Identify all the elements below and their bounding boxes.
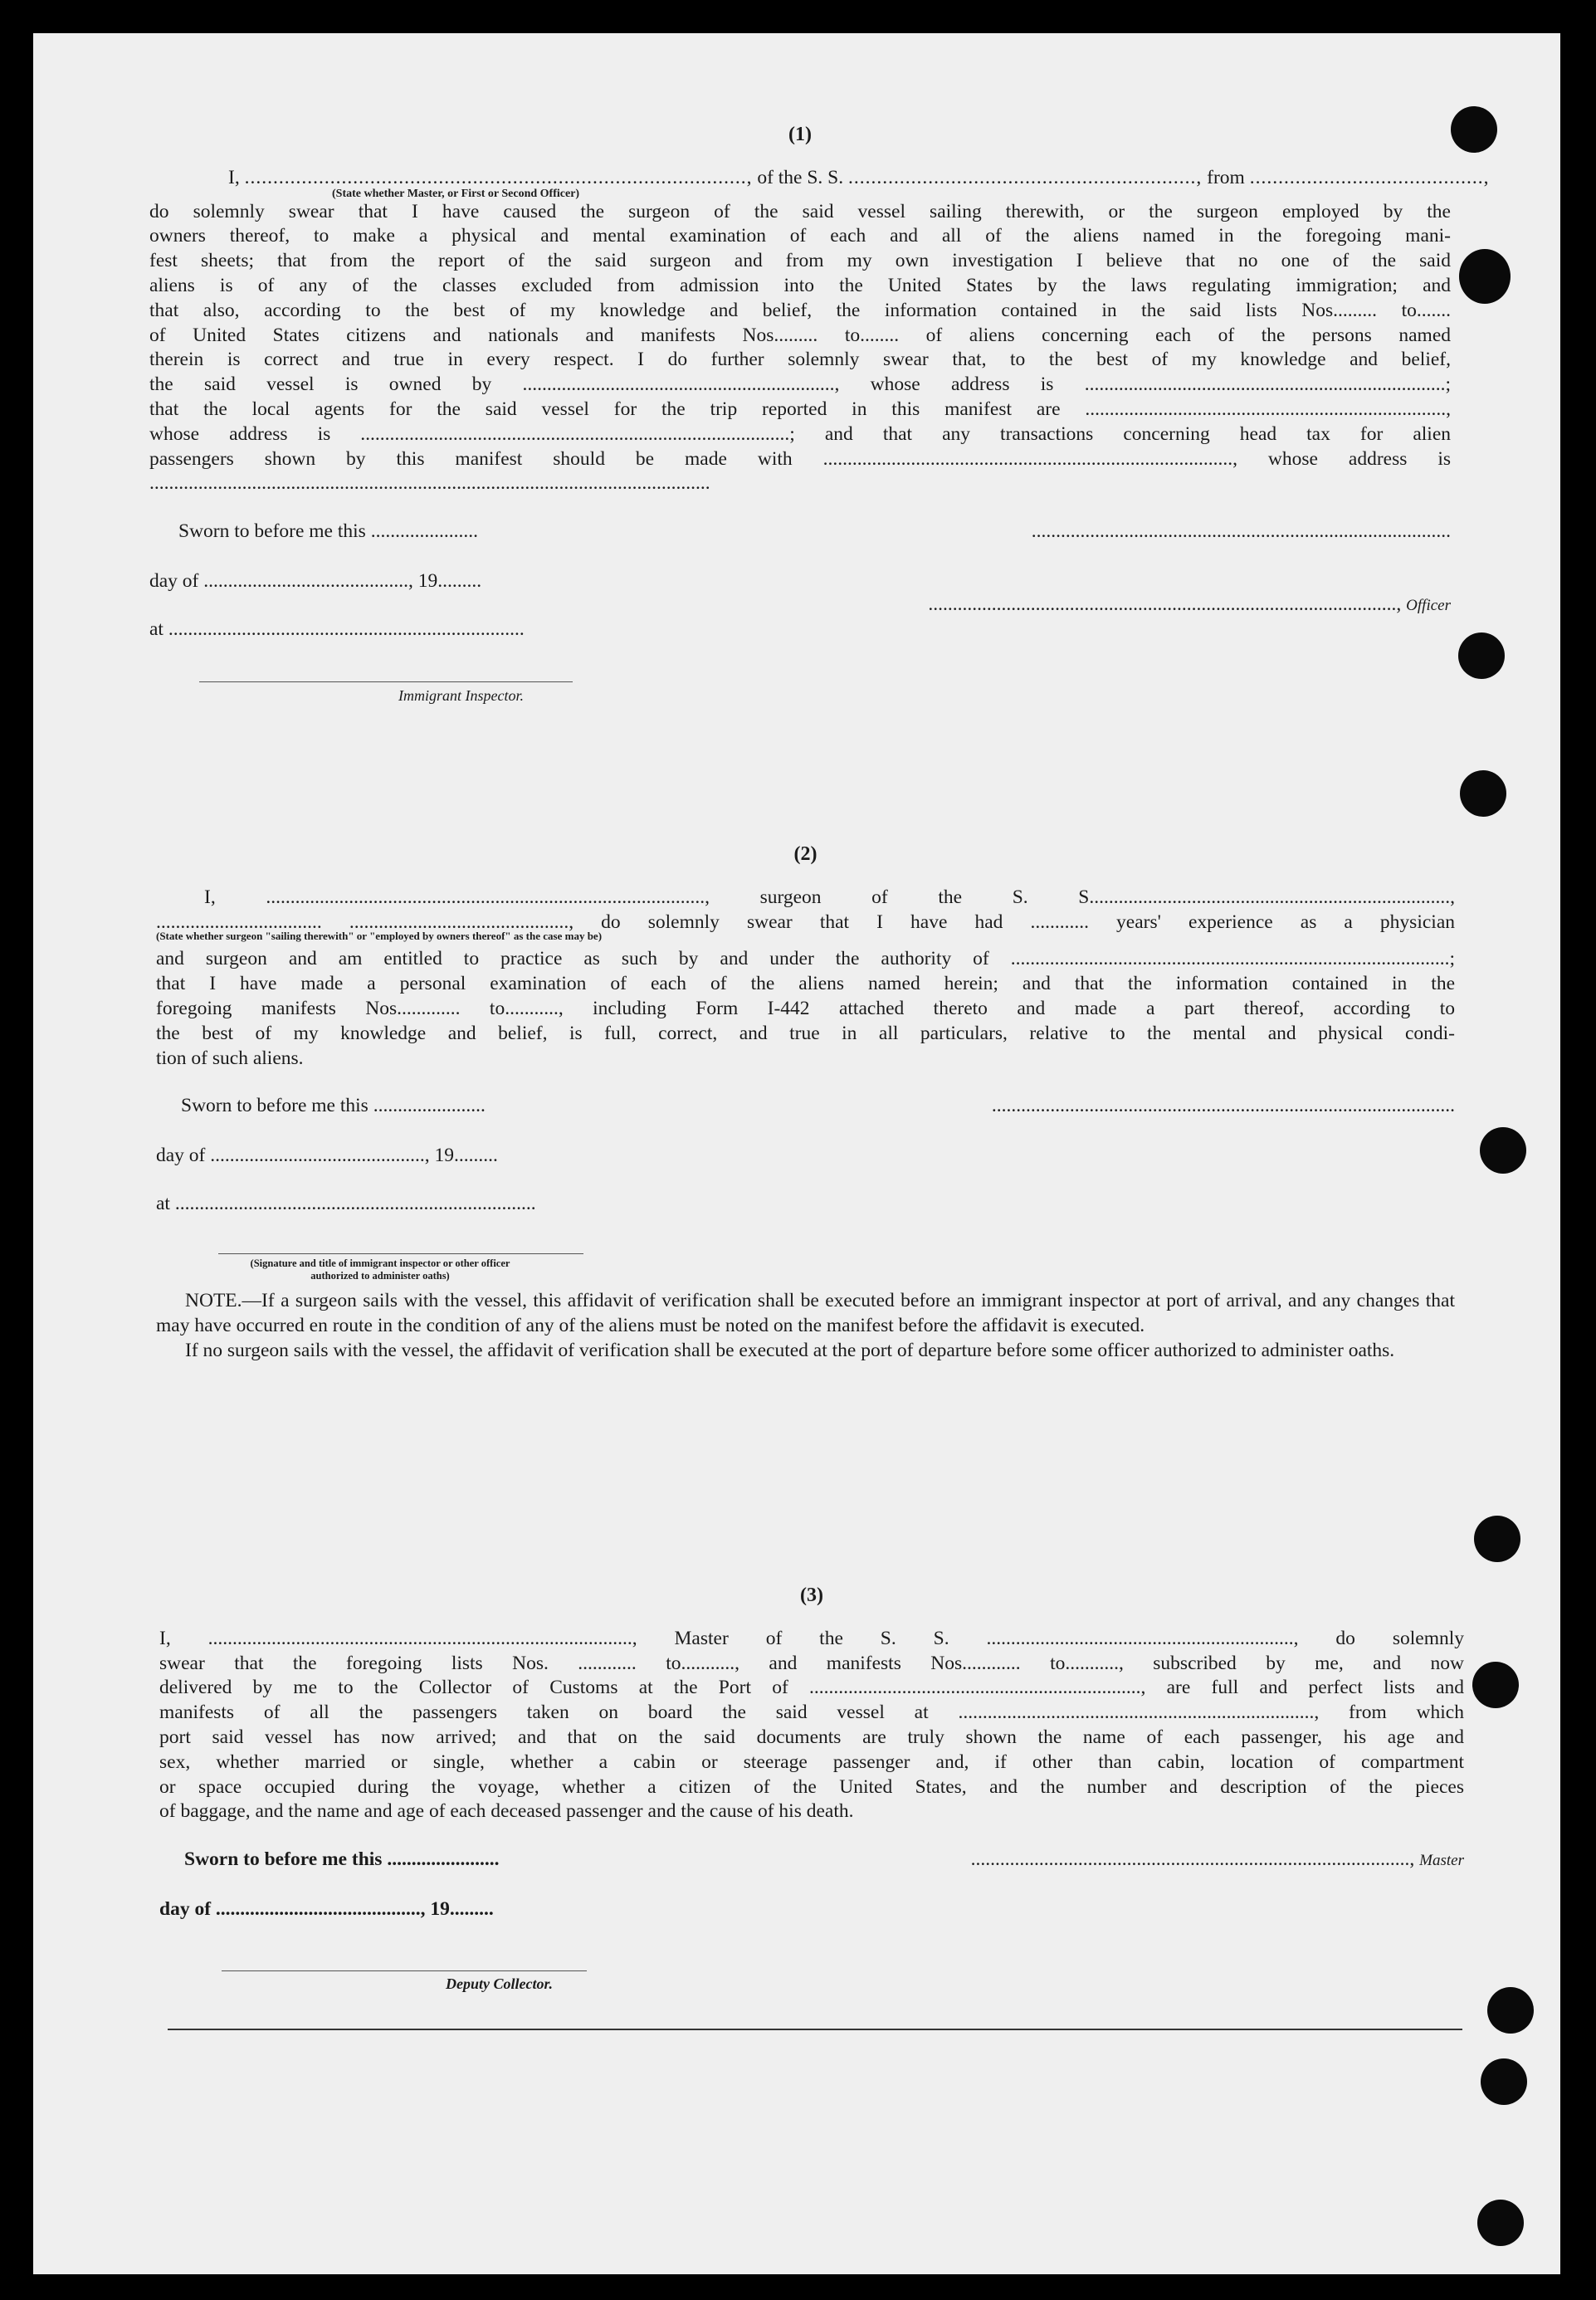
- body-line: foregoing manifests Nos............. to..........., including Form I-442 attached thereto and made a part thereof, according to: [156, 997, 1455, 1019]
- collector-label: Deputy Collector.: [446, 1975, 553, 1993]
- officer-signature-line: ................................................................................................, Officer: [928, 593, 1451, 616]
- body-line: of baggage, and the name and age of each deceased passenger and the cause of his death.: [159, 1800, 854, 1823]
- section-number: (2): [793, 843, 818, 865]
- sworn-line: Sworn to before me this .......................: [184, 1848, 500, 1871]
- oath-body: [159, 1627, 1464, 1824]
- field-caption: (State whether surgeon "sailing therewith" or "employed by owners thereof" as the case may be): [156, 930, 603, 943]
- body-line: tion of such aliens.: [156, 1047, 304, 1069]
- body-line: passengers shown by this manifest should be made with ...................................................................................., whose address is: [149, 447, 1451, 470]
- oath-body: [149, 200, 1451, 497]
- body-line: I, ......................................................................................., Master of the S. S. ..............................................................., do solemnly: [159, 1627, 1464, 1649]
- body-line: therein is correct and true in every respect. I do further solemnly swear that, to the best of my knowledge and belief,: [149, 349, 1451, 371]
- signature-block: [156, 1094, 1455, 1281]
- body-line: that I have made a personal examination of each of the aliens named herein; and that the information contained in the: [156, 973, 1455, 995]
- day-line: day of .........................................., 19.........: [159, 1898, 494, 1921]
- punch-hole: [1477, 2200, 1524, 2246]
- oath-body: [156, 947, 1455, 1071]
- inspector-signature-line: [199, 681, 573, 682]
- note-paragraph: If no surgeon sails with the vessel, the affidavit of verification shall be executed at the port of departure before some officer authorized to administer oaths.: [185, 1339, 1395, 1361]
- body-line: the best of my knowledge and belief, is full, correct, and true in all particulars, relative to the mental and physical condi-: [156, 1022, 1455, 1044]
- sworn-line: Sworn to before me this ......................: [178, 520, 478, 543]
- document-page: [33, 33, 1560, 2274]
- at-line: at ..........................................................................: [156, 1193, 536, 1215]
- master-signature-line: .........................................................................................., Master: [970, 1848, 1464, 1871]
- punch-hole: [1459, 249, 1511, 304]
- punch-hole: [1480, 1127, 1526, 1174]
- oath-first-line: I, .........................................................................................., surgeon of the S. S..........................................................................,: [204, 886, 1455, 908]
- at-line: at .........................................................................: [149, 618, 525, 641]
- body-line: port said vessel has now arrived; and that on the said documents are truly shown the name of each passenger, his age and: [159, 1726, 1464, 1748]
- day-line: day of ............................................, 19.........: [156, 1145, 498, 1167]
- punch-hole: [1472, 1662, 1519, 1708]
- body-line: aliens is of any of the classes excluded from admission into the United States by the laws regulating immigration; and: [149, 274, 1451, 296]
- oath-first-line: I, ........................................................................................, of the S. S. ............................................................., from .........................................,: [228, 166, 1490, 188]
- signature-field: ......................................................................................: [1031, 520, 1451, 543]
- body-line: or space occupied during the voyage, whether a citizen of the United States, and the number and description of the pieces: [159, 1775, 1464, 1798]
- body-line: ...................................................................................................................: [149, 472, 710, 495]
- body-line: delivered by me to the Collector of Customs at the Port of ...................................................................., are full and perfect lists and: [159, 1677, 1464, 1699]
- section-number: (3): [800, 1585, 823, 1606]
- note-paragraph: NOTE.—If a surgeon sails with the vessel, this affidavit of verification shall be executed before an immigrant inspector at port of arrival, and any changes that may have occurred en route in the condition of any of the aliens must be noted on the manifest before the affidavit is executed.: [156, 1290, 1455, 1337]
- affidavit-section-3: [159, 1584, 1464, 2005]
- inspector-label: Immigrant Inspector.: [398, 687, 524, 705]
- body-line: manifests of all the passengers taken on board the said vessel at ........................................................................., from which: [159, 1702, 1464, 1724]
- signature-block: [159, 1848, 1464, 2005]
- sworn-line: Sworn to before me this .......................: [181, 1095, 486, 1117]
- collector-signature-line: [222, 1970, 587, 1971]
- signature-field: ...............................................................................................: [991, 1095, 1455, 1117]
- punch-hole: [1487, 1987, 1534, 2034]
- bottom-rule: [168, 2029, 1462, 2030]
- punch-hole: [1451, 106, 1497, 153]
- oath-second-line: .................................. ............................................., do solemnly swear that I have had ............ years' experience as a physician: [156, 911, 1455, 933]
- section-number: (1): [788, 124, 812, 145]
- body-line: whose address is ........................................................................................; and that any transactions concerning head tax for alien: [149, 422, 1451, 445]
- punch-hole: [1460, 770, 1506, 817]
- body-line: that the local agents for the said vessel for the trip reported in this manifest are ..........................................................................,: [149, 398, 1451, 420]
- body-line: do solemnly swear that I have caused the surgeon of the said vessel sailing therewith, or the surgeon employed by the: [149, 200, 1451, 222]
- body-line: sex, whether married or single, whether a cabin or steerage passenger and, if other than cabin, location of compartment: [159, 1751, 1464, 1773]
- affidavit-section-2: [156, 842, 1455, 1364]
- punch-hole: [1474, 1516, 1520, 1562]
- body-line: the said vessel is owned by ................................................................, whose address is ..........................................................................;: [149, 374, 1451, 396]
- affidavit-section-1: [149, 123, 1490, 705]
- body-line: that also, according to the best of my knowledge and belief, the information contained in the said lists Nos......... to.......: [149, 299, 1451, 321]
- body-line: and surgeon and am entitled to practice as such by and under the authority of ..........................................................................................;: [156, 948, 1455, 970]
- body-line: fest sheets; that from the report of the said surgeon and from my own investigation I believe that no one of the said: [149, 250, 1451, 272]
- body-line: swear that the foregoing lists Nos. ............ to..........., and manifests Nos............ to..........., subscribed by me, and now: [159, 1652, 1464, 1674]
- signature-block: [149, 520, 1451, 705]
- day-line: day of .........................................., 19.........: [149, 570, 482, 593]
- body-line: owners thereof, to make a physical and mental examination of each and all of the aliens named in the foregoing mani-: [149, 225, 1451, 247]
- signature-caption: (Signature and title of immigrant inspector or other officer authorized to administer oaths): [250, 1257, 510, 1282]
- body-line: of United States citizens and nationals and manifests Nos......... to........ of aliens concerning each of the persons named: [149, 324, 1451, 346]
- field-caption: (State whether Master, or First or Second Officer): [332, 187, 580, 200]
- inspector-signature-line: [218, 1253, 583, 1254]
- punch-hole: [1458, 632, 1505, 679]
- punch-hole: [1481, 2058, 1527, 2105]
